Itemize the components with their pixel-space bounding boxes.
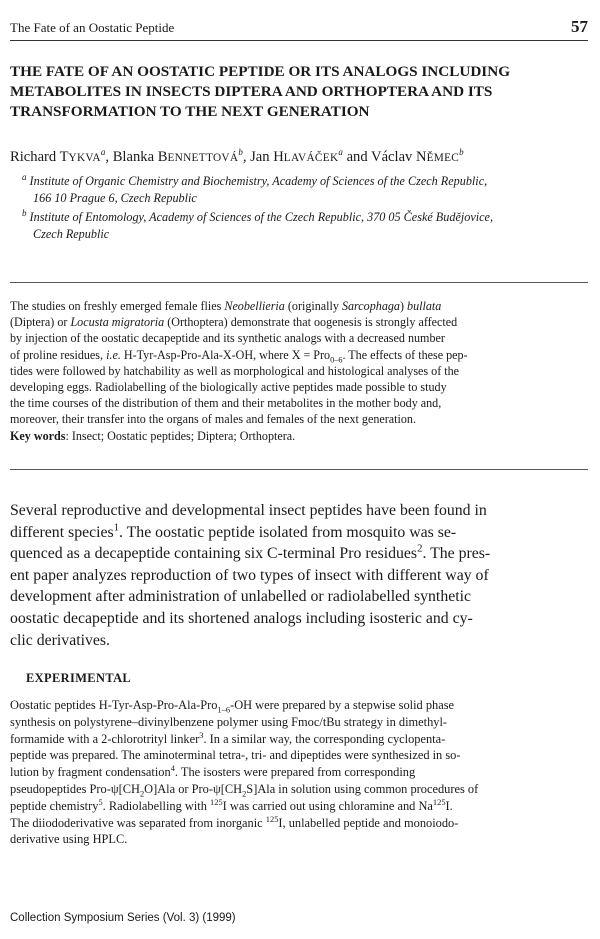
- author-affiliation-mark: b: [238, 147, 243, 158]
- reference-superscript: 2: [417, 542, 423, 555]
- author-given-name: Richard: [10, 149, 57, 165]
- body-text: Oostatic peptides H-Tyr-Asp-Pro-Ala-Pro: [10, 698, 218, 712]
- header-rule: [10, 40, 588, 41]
- intro-text: . The oostatic peptide isolated from mosquito was se-: [119, 523, 457, 541]
- page-number: 57: [571, 17, 588, 36]
- affiliation-mark: b: [22, 207, 27, 218]
- abstract-line: the time courses of the distribution of them and their metabolites in the mother body and,: [10, 396, 442, 411]
- author-surname-initial: T: [59, 149, 69, 165]
- species-name: Neobellieria: [224, 299, 285, 313]
- body-text: pseudopeptides Pro-ψ[CH: [10, 781, 140, 796]
- author: [10, 149, 105, 165]
- abstract-text: . The effects of these pep-: [342, 347, 468, 362]
- affiliation-a: [22, 173, 487, 207]
- body-text: lution by fragment condensation: [10, 765, 171, 780]
- author: [113, 149, 243, 165]
- author-list: [10, 149, 464, 166]
- abstract-line: by injection of the oostatic decapeptide and its synthetic analogs with a decreased number: [10, 331, 445, 346]
- body-text: I was carried out using chloramine and Na: [222, 798, 433, 813]
- author-surname-rest: ĚMEC: [426, 152, 460, 164]
- section-heading-experimental: EXPERIMENTAL: [26, 671, 132, 685]
- key-words-label: Key words: [10, 428, 66, 443]
- author-surname-rest: LAVÁČEK: [283, 152, 339, 164]
- abstract-rule-top: [10, 282, 588, 283]
- abstract-text: The studies on freshly emerged female flies: [10, 299, 225, 313]
- author-given-name: Blanka: [112, 149, 155, 165]
- intro-text: quenced as a decapeptide containing six C-terminal Pro residues: [10, 545, 418, 563]
- title-line: METABOLITES IN INSECTS DIPTERA AND ORTHOPTERA AND ITS: [10, 83, 493, 100]
- title-line: THE FATE OF AN OOSTATIC PEPTIDE OR ITS ANALOGS INCLUDING: [10, 63, 511, 80]
- body-text: I, unlabelled peptide and monoiodo-: [278, 815, 459, 830]
- running-head-title: The Fate of an Oostatic Peptide: [10, 20, 175, 35]
- abstract-line: tides were followed by hatchability as well as morphological and histological analyses of the: [10, 363, 460, 378]
- author-separator: and: [342, 149, 372, 165]
- body-text: S]Ala in solution using common procedures of: [246, 781, 479, 796]
- abstract: [10, 298, 590, 444]
- intro-text: . The pres-: [422, 545, 491, 563]
- author-surname-initial: B: [157, 149, 168, 165]
- affiliation-line: Institute of Entomology, Academy of Sciences of the Czech Republic, 370 05 České Budějovice,: [29, 210, 493, 224]
- abstract-text: i.e.: [106, 347, 121, 362]
- author-surname-initial: H: [273, 149, 284, 165]
- reference-superscript: 1: [113, 521, 120, 534]
- author-given-name: Václav: [371, 149, 413, 165]
- intro-line: ent paper analyzes reproduction of two types of insect with different way of: [10, 566, 489, 584]
- abstract-line: developing eggs. Radiolabelling of the biologically active peptides made possible to study: [10, 380, 447, 395]
- reference-superscript: 5: [98, 796, 103, 807]
- body-text: I.: [445, 798, 453, 813]
- body-text: . Radiolabelling with: [102, 798, 211, 813]
- intro-line: oostatic decapeptide and its shortened analogs including isosteric and cy-: [10, 609, 473, 627]
- body-text: O]Ala or Pro-ψ[CH: [144, 781, 243, 796]
- author-affiliation-mark: b: [459, 147, 464, 158]
- body-text: . In a similar way, the corresponding cyclopenta-: [203, 731, 446, 746]
- intro-line: Several reproductive and developmental insect peptides have been found in: [10, 502, 487, 519]
- isotope-superscript: 125: [432, 796, 446, 807]
- author-surname-rest: ENNETTOVÁ: [167, 152, 239, 164]
- author-separator: ,: [105, 149, 113, 165]
- experimental-section: [10, 697, 590, 848]
- affiliation-line: 166 10 Prague 6, Czech Republic: [33, 191, 197, 205]
- author-surname-initial: N: [416, 149, 427, 165]
- affiliation-b: [22, 209, 493, 243]
- species-name: bullata: [407, 299, 442, 313]
- paper-title: [10, 62, 590, 122]
- author-affiliation-mark: a: [100, 147, 106, 158]
- running-head: [10, 17, 588, 39]
- species-name: Locusta migratoria: [70, 315, 165, 330]
- reference-superscript: 3: [199, 729, 204, 740]
- body-text: The diiododerivative was separated from inorganic: [10, 815, 266, 830]
- author: [371, 149, 464, 165]
- introduction: [10, 500, 590, 651]
- subscript: 2: [139, 788, 145, 799]
- body-text: formamide with a 2-chlorotrityl linker: [10, 731, 200, 746]
- author-given-name: Jan: [250, 149, 270, 165]
- subscript: 1–6: [217, 704, 231, 715]
- affiliation-line: Institute of Organic Chemistry and Biochemistry, Academy of Sciences of the Czech Republic,: [29, 174, 488, 188]
- body-text: . The isosters were prepared from corresponding: [174, 765, 416, 780]
- abstract-text: (Diptera) or: [10, 315, 71, 330]
- intro-line: clic derivatives.: [10, 631, 111, 649]
- author-surname-rest: YKVA: [68, 152, 101, 164]
- body-text: -OH were prepared by a stepwise solid phase: [230, 698, 455, 712]
- key-words-text: : Insect; Oostatic peptides; Diptera; Orthoptera.: [65, 428, 296, 443]
- subscript: 0–6: [330, 355, 343, 365]
- title-line: TRANSFORMATION TO THE NEXT GENERATION: [10, 103, 370, 120]
- body-line: synthesis on polystyrene–divinylbenzene polymer using Fmoc/tBu strategy in dimethyl-: [10, 714, 448, 729]
- abstract-text: H-Tyr-Asp-Pro-Ala-X-OH, where X = Pro: [120, 347, 331, 362]
- author-separator: ,: [242, 149, 251, 165]
- journal-footer: Collection Symposium Series (Vol. 3) (1999): [10, 912, 236, 924]
- intro-line: development after administration of unlabelled or radiolabelled synthetic: [10, 588, 472, 606]
- abstract-rule-bottom: [10, 469, 588, 470]
- isotope-superscript: 125: [265, 813, 279, 824]
- affiliation-mark: a: [22, 171, 27, 182]
- body-line: derivative using HPLC.: [10, 832, 128, 847]
- reference-superscript: 4: [170, 763, 175, 774]
- author-affiliation-mark: a: [338, 147, 343, 158]
- subscript: 2: [242, 788, 247, 799]
- author: [250, 149, 343, 165]
- affiliation-line: Czech Republic: [33, 227, 110, 241]
- abstract-text: ): [399, 299, 408, 313]
- abstract-line: moreover, their transfer into the organs of males and females of the next generation.: [10, 412, 416, 427]
- isotope-superscript: 125: [210, 796, 223, 807]
- species-name: Sarcophaga: [341, 299, 400, 313]
- intro-text: different species: [10, 523, 114, 541]
- body-text: peptide chemistry: [10, 798, 99, 813]
- body-line: peptide was prepared. The aminoterminal tetra-, tri- and dipeptides were synthesized in so-: [10, 748, 461, 763]
- abstract-text: of proline residues,: [10, 347, 107, 362]
- abstract-text: (originally: [284, 299, 342, 313]
- key-words: [10, 428, 590, 444]
- abstract-text: (Orthoptera) demonstrate that oogenesis is strongly affected: [164, 315, 458, 330]
